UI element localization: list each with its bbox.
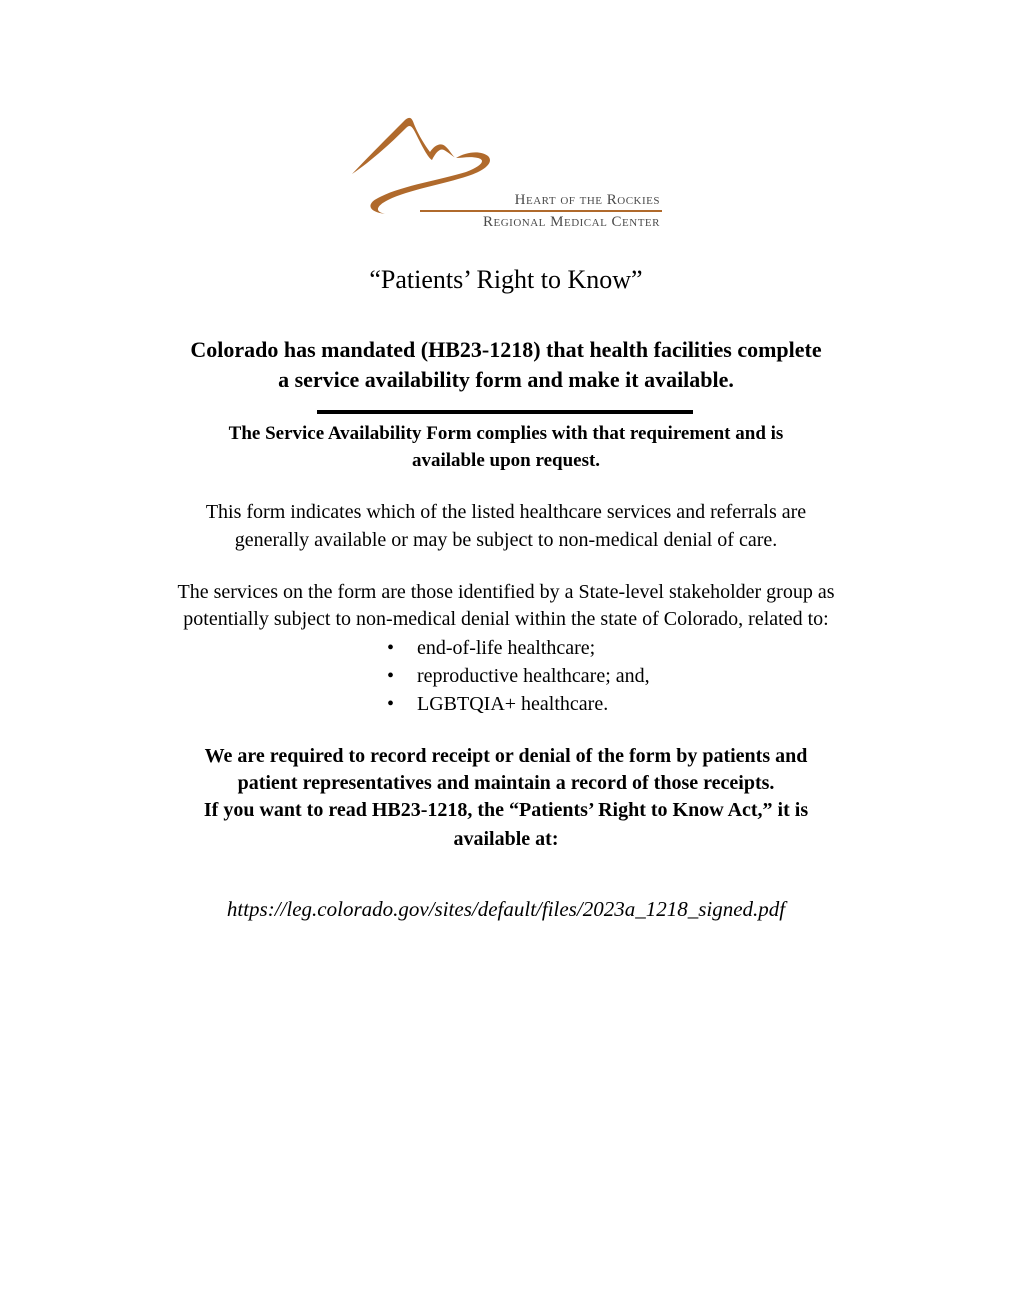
mandate-statement: [0, 335, 1012, 395]
bullet-icon: •: [387, 637, 395, 659]
complies-line-1: The Service Availability Form complies with that requirement and is: [228, 423, 784, 444]
indicates-line-2: generally available or may be subject to non-medical denial of care.: [234, 529, 778, 551]
mandate-line-2: a service availability form and make it available.: [278, 367, 734, 392]
hospital-logo: [348, 112, 668, 237]
complies-line-2: available upon request.: [411, 450, 601, 471]
required-line-4: available at:: [453, 828, 559, 850]
bullet-icon: •: [387, 693, 395, 715]
complies-statement: [0, 420, 1012, 474]
bullet-icon: •: [387, 665, 395, 687]
mandate-line-1: Colorado has mandated (HB23-1218) that health facilities complete: [190, 337, 822, 362]
services-paragraph: [0, 579, 1012, 633]
logo-line-2: Regional Medical Center: [483, 214, 660, 230]
indicates-paragraph: [0, 498, 1012, 554]
required-line-3: If you want to read HB23-1218, the “Patients’ Right to Know Act,” it is: [203, 799, 809, 821]
services-line-2: potentially subject to non-medical denial within the state of Colorado, related to:: [183, 608, 829, 630]
list-item: • end-of-life healthcare;: [385, 634, 650, 662]
required-line-2: patient representatives and maintain a record of those receipts.: [237, 772, 775, 794]
act-url-link[interactable]: https://leg.colorado.gov/sites/default/files/2023a_1218_signed.pdf: [226, 897, 786, 921]
logo-line-1: Heart of the Rockies: [514, 192, 660, 208]
services-line-1: The services on the form are those identified by a State-level stakeholder group as: [177, 581, 835, 603]
required-line-1: We are required to record receipt or denial of the form by patients and: [204, 745, 808, 767]
required-statement: [0, 743, 1012, 853]
list-item: • reproductive healthcare; and,: [385, 662, 650, 690]
section-divider: [317, 410, 693, 414]
services-list: [385, 634, 650, 718]
logo-divider: [420, 210, 662, 212]
list-item: • LGBTQIA+ healthcare.: [385, 690, 650, 718]
page-title: “Patients’ Right to Know”: [369, 265, 643, 294]
indicates-line-1: This form indicates which of the listed healthcare services and referrals are: [205, 501, 807, 523]
